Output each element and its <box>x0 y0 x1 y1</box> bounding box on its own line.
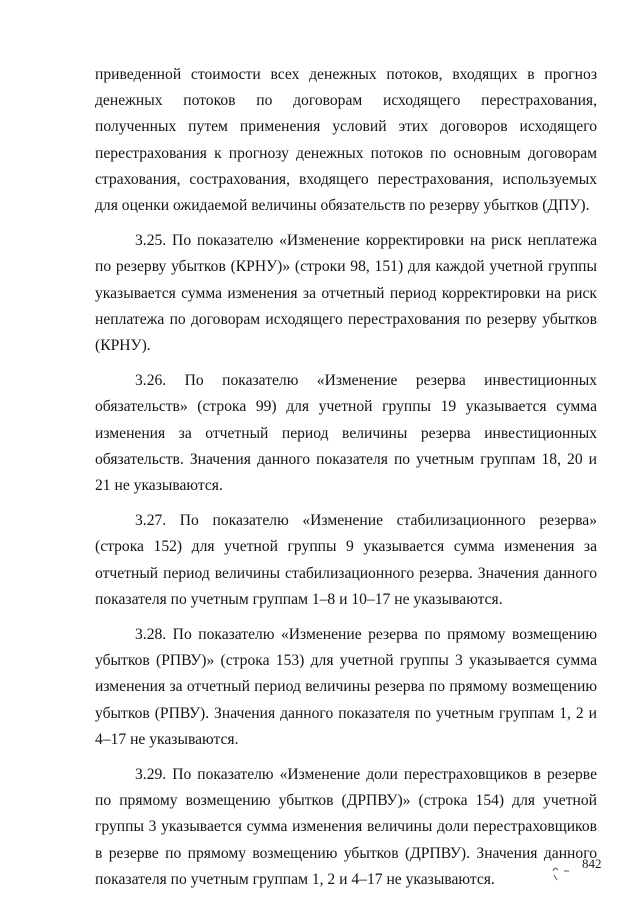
paragraph-3-25: 3.25. По показателю «Изменение корректировки на риск неплатежа по резерву убытков (КРНУ)» (строки 98, 151) для каждой учетной группы указывается сумма изменения за отчетный период корректировки на риск неплатежа по договорам исходящего перестрахования по резерву убытков (КРНУ). <box>95 232 597 355</box>
paragraph-continuation: приведенной стоимости всех денежных потоков, входящих в прогноз денежных потоков по договорам исходящего перестрахования, полученных путем применения условий этих договоров исходящего перестрахования к прогнозу денежных потоков по основным договорам страхования, сострахования, входящего перестрахования, используемых для оценки ожидаемой величины обязательств по резерву убытков (ДПУ). <box>95 66 597 215</box>
scan-mark-icon <box>550 862 576 884</box>
paragraph-3-27: 3.27. По показателю «Изменение стабилизационного резерва» (строка 152) для учетной группы 9 указывается сумма изменения за отчетный период величины стабилизационного резерва. Значения данного показателя по учетным группам 1–8 и 10–17 не указываются. <box>95 512 597 608</box>
paragraph-3-26: 3.26. По показателю «Изменение резерва инвестиционных обязательств» (строка 99) для учетной группы 19 указывается сумма изменения за отчетный период величины резерва инвестиционных обязательств. Значения данного показателя по учетным группам 18, 20 и 21 не указываются. <box>95 372 597 495</box>
paragraph-3-29: 3.29. По показателю «Изменение доли перестраховщиков в резерве по прямому возмещению убытков (ДРПВУ)» (строка 154) для учетной группы 3 указывается сумма изменения величины доли перестраховщиков в резерве по прямому возмещению убытков (ДРПВУ). Значения данного показателя по учетным группам 1, 2 и 4–17 не указываются. <box>95 766 597 888</box>
page-number: 842 <box>582 856 602 871</box>
document-body <box>95 62 597 902</box>
paragraph-3-28: 3.28. По показателю «Изменение резерва по прямому возмещению убытков (РПВУ)» (строка 153) для учетной группы 3 указывается сумма изменения за отчетный период величины резерва по прямому возмещению убытков (РПВУ). Значения данного показателя по учетным группам 1, 2 и 4–17 не указываются. <box>95 626 597 748</box>
